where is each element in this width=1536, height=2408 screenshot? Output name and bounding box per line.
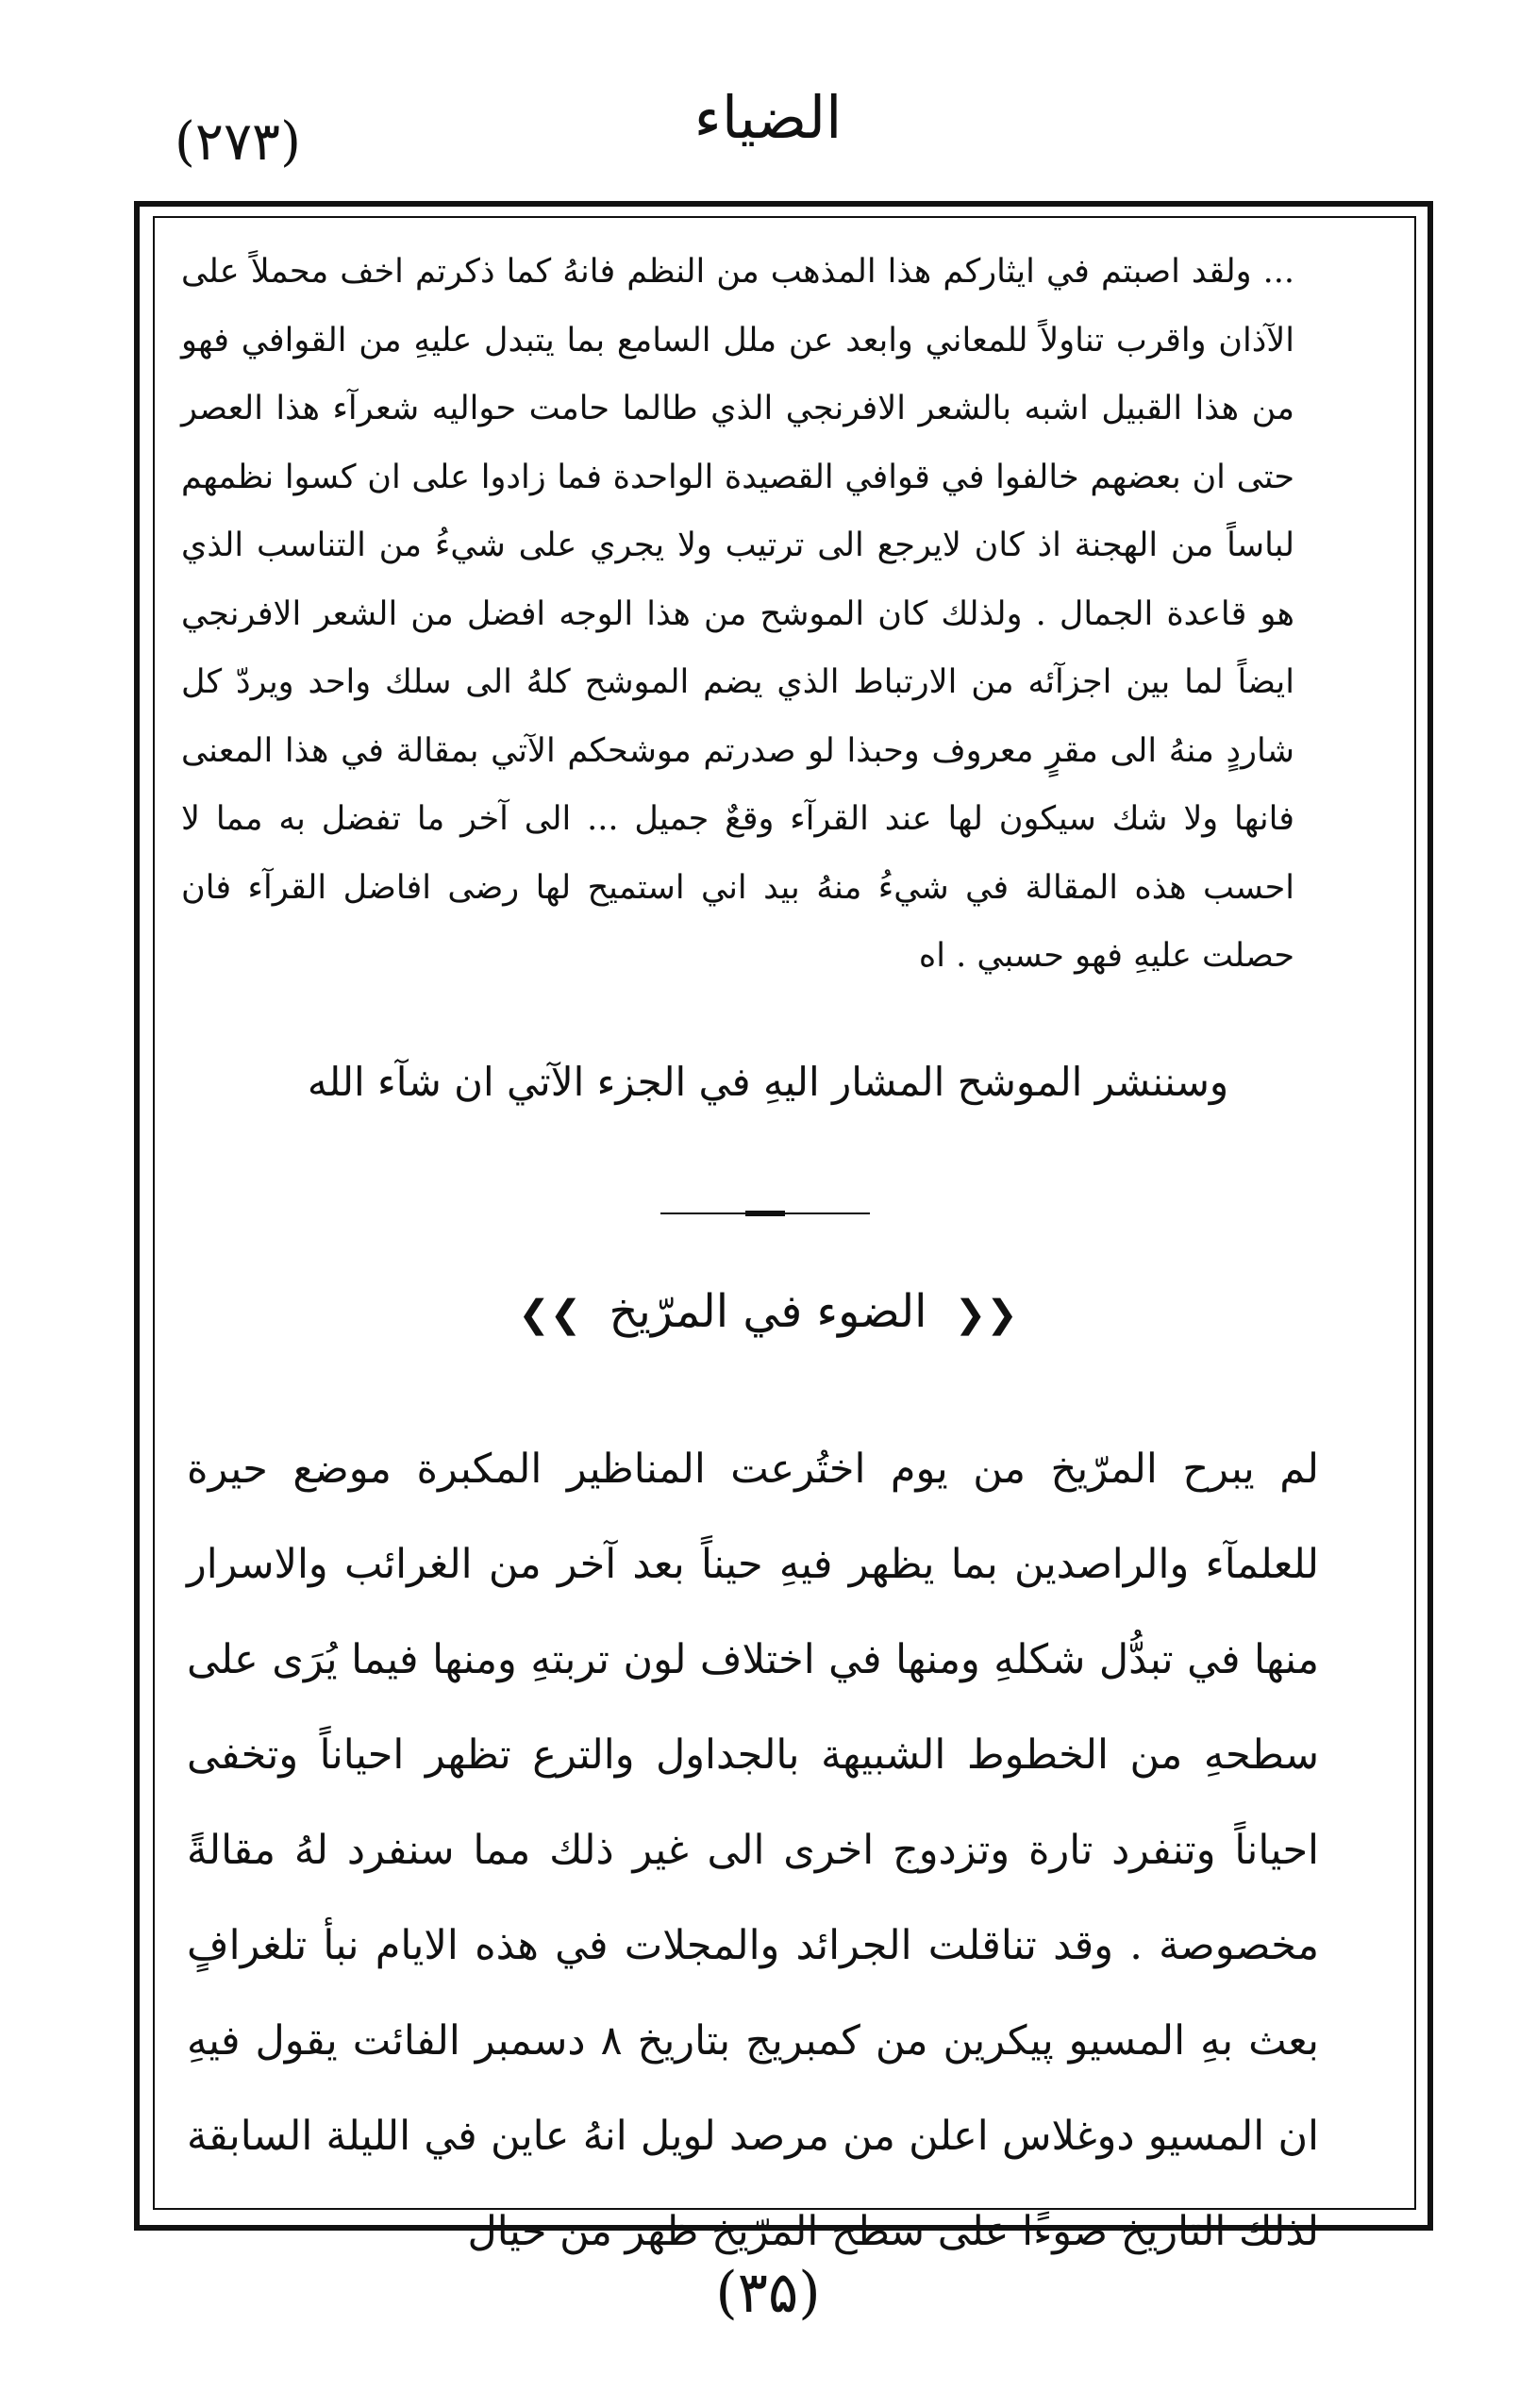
section-heading-text: الضوء في المرّيخ	[609, 1285, 927, 1338]
section-heading	[0, 1285, 1536, 1338]
quoted-letter	[181, 238, 1294, 991]
footer-page-number: (۳۵)	[715, 2260, 821, 2326]
quoted-letter-text: ... ولقد اصبتم في ايثاركم هذا المذهب من النظم فانهُ كما ذكرتم اخف محملاً على الآذان واقرب تناولاً للمعاني وابعد عن ملل السامع بما يتبدل عليهِ من القوافي فهو من هذا القبيل اشبه بالشعر الافرنجي الذي طالما حامت حواليه شعرآء هذا العصر حتى ان بعضهم خالفوا في قوافي القصيدة الواحدة فما زادوا على ان كسوا نظمهم لباساً من الهجنة اذ كان لايرجع الى ترتيب ولا يجري على شيءُ من التناسب الذي هو قاعدة الجمال . ولذلك كان الموشح من هذا الوجه افضل من الشعر الافرنجي ايضاً لما بين اجزآئه من الارتباط الذي يضم الموشح كلهُ الى سلك واحد ويردّ كل شاردٍ منهُ الى مقرٍ معروف وحبذا لو صدرتم موشحكم الآتي بمقالة في هذا المعنى فانها ولا شك سيكون لها عند القرآء وقعٌ جميل ... الى آخر ما تفضل به مما لا احسب هذه المقالة في شيءُ منهُ بيد اني استميح لها رضى افاضل القرآء فان حصلت عليهِ فهو حسبي . اه	[181, 253, 1294, 975]
article-text: لم يبرح المرّيخ من يوم اختُرعت المناظير المكبرة موضع حيرة للعلمآء والراصدين بما يظهر فيهِ حيناً بعد آخر من الغرائب والاسرار منها في تبدُّل شكلهِ ومنها في اختلاف لون تربتهِ ومنها فيما يُرَى على سطحهِ من الخطوط الشبيهة بالجداول والترع تظهر احياناً وتخفى احياناً وتنفرد تارة وتزدوج اخرى الى غير ذلك مما سنفرد لهُ مقالةً مخصوصة . وقد تناقلت الجرائد والمجلات في هذه الايام نبأ تلغرافٍ بعث بهِ المسيو پيكرين من كمبريج بتاريخ ۸ دسمبر الفائت يقول فيهِ ان المسيو دوغلاس اعلن من مرصد لويل انهُ عاين في الليلة السابقة لذلك التاريخ ضوءًا على سطح المرّيخ ظهر من حيال	[187, 1446, 1320, 2255]
publication-notice: وسننشر الموشح المشار اليهِ في الجزء الآتي ان شآء الله	[307, 1059, 1229, 1105]
section-divider	[660, 1210, 870, 1217]
article-body	[187, 1422, 1319, 2280]
journal-title: الضياء	[693, 83, 843, 152]
ornament-left-icon: ❯❯	[518, 1293, 582, 1336]
header-page-number: (۲۷۳)	[175, 111, 301, 173]
ornament-right-icon: ❮❮	[954, 1293, 1018, 1336]
